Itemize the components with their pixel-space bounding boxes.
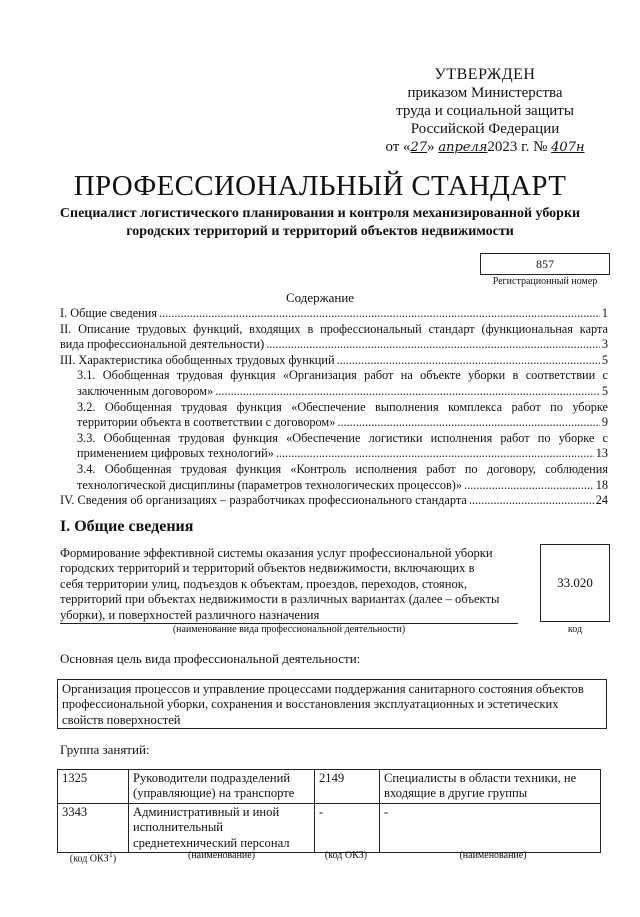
- toc-entry-page: 5: [601, 352, 608, 367]
- registration-label: Регистрационный номер: [492, 276, 598, 287]
- okz-code-cell: 3343: [58, 804, 129, 853]
- toc-entry-lead: II. Описание трудовых функций, входящих в профессиональный стандарт (функциональная карта: [60, 321, 608, 336]
- table-row: [58, 804, 601, 853]
- toc-entry-lead: 3.4. Обобщенная трудовая функция «Контроль исполнения работ по договору, соблюдения: [77, 461, 608, 476]
- occupation-name-cell: Административный и иной исполнительный среднетехнический персонал: [129, 804, 315, 853]
- activity-code: 33.020: [540, 544, 610, 622]
- occupation-name-cell: Специалисты в области техники, не входящие в другие группы: [380, 770, 601, 804]
- toc-entry-6[interactable]: [60, 431, 608, 462]
- approval-title: УТВЕРЖДЕН: [434, 66, 536, 83]
- toc-entry-text: вида профессиональной деятельности): [60, 337, 265, 352]
- toc-entry-2[interactable]: [60, 322, 608, 353]
- activity-line: территорий при объектах недвижимости в различных вариантах (далее – объекты: [60, 592, 500, 607]
- toc-entry-lead: 3.3. Обобщенная трудовая функция «Обеспечение логистики исполнения работ по уборке с: [77, 430, 608, 445]
- occupation-name-cell: -: [380, 804, 601, 853]
- date-mid: »: [427, 139, 435, 155]
- activity-line: себя территории улиц, подъездов к объектам, проездов, переходов, стоянок,: [60, 576, 468, 591]
- toc-entry-5[interactable]: [60, 400, 608, 431]
- toc-entry-1[interactable]: [60, 306, 608, 322]
- toc-entry-page: 9: [601, 415, 608, 430]
- activity-caption: (наименование вида профессиональной деятельности): [172, 624, 406, 635]
- toc-entry-text: территории объекта в соответствии с договором»: [77, 415, 336, 430]
- name-caption-1: (наименование): [187, 850, 256, 861]
- okz-code-cell: 2149: [315, 770, 380, 804]
- section-heading: I. Общие сведения: [60, 518, 194, 535]
- name-caption-2: (наименование): [459, 850, 527, 861]
- toc-entry-lead: 3.2. Обобщенная трудовая функция «Обеспечение выполнения комплекса работ по уборке: [77, 399, 608, 414]
- okz-code-cell: 1325: [58, 770, 129, 804]
- toc-entry-8[interactable]: [60, 493, 608, 509]
- toc-entry-text: технологической дисциплины (параметров технологических процессов)»: [77, 477, 463, 492]
- activity-line: городских территорий и территорий объектов недвижимости, включающих в: [60, 561, 475, 576]
- approval-date: [360, 138, 610, 157]
- okz-code-cell: -: [315, 804, 380, 853]
- toc-entry-page: 5: [601, 383, 608, 398]
- activity-line: уборки), и поверхностей различного назначения: [60, 607, 320, 622]
- toc-entry-text: заключенным договором»: [77, 383, 214, 398]
- approval-line-2: труда и социальной защиты: [396, 103, 574, 119]
- approval-line-3: Российской Федерации: [410, 121, 560, 137]
- toc-entry-page: 24: [595, 493, 608, 508]
- activity-line: Формирование эффективной системы оказания услуг профессиональной уборки: [60, 546, 493, 560]
- toc-entry-lead: 3.1. Обобщенная трудовая функция «Организация работ на объекте уборки в соответствии с: [77, 368, 608, 383]
- toc-entry-text: I. Общие сведения: [60, 306, 157, 320]
- okz-code-caption-1: (код ОКЗ$^1$): [69, 850, 117, 865]
- toc-entry-text: IV. Сведения об организациях – разработчиках профессионального стандарта: [60, 493, 467, 508]
- date-month-handwritten: апреля: [438, 140, 488, 155]
- document-subtitle: Специалист логистического планирования и контроля механизированной уборки городских территорий и территорий объектов недвижимости: [59, 206, 581, 239]
- toc-entry-3[interactable]: [60, 353, 608, 369]
- goal-label: Основная цель вида профессиональной деятельности:: [60, 651, 361, 666]
- toc-entry-7[interactable]: [60, 462, 608, 493]
- approval-block: [360, 66, 610, 157]
- occupation-group-label: Группа занятий:: [60, 742, 150, 757]
- activity-name: [60, 546, 518, 623]
- registration-number: 857: [480, 253, 610, 275]
- table-of-contents: [60, 306, 608, 509]
- date-year: 2023 г. №: [487, 139, 548, 155]
- code-caption: код: [567, 624, 583, 635]
- approval-line-1: приказом Министерства: [407, 85, 563, 101]
- occupation-name-cell: Руководители подразделений (управляющие) на транспорте: [129, 770, 315, 804]
- toc-entry-page: 3: [601, 337, 608, 352]
- occupation-table: [57, 769, 601, 853]
- toc-entry-text: применением цифровых технологий»: [77, 446, 274, 461]
- toc-entry-4[interactable]: [60, 368, 608, 399]
- goal-text: Организация процессов и управление процессами поддержания санитарного состояния объектов профессиональной уборки, сохранения и восстановления эксплуатационных и эстетических свойств поверхностей: [57, 679, 607, 729]
- toc-entry-page: 18: [595, 477, 608, 492]
- toc-entry-text: III. Характеристика обобщенных трудовых функций: [60, 352, 335, 367]
- document-title: ПРОФЕССИОНАЛЬНЫЙ СТАНДАРТ: [73, 170, 567, 202]
- date-day-handwritten: 27: [410, 140, 428, 155]
- contents-title: Содержание: [285, 290, 355, 305]
- date-prefix: от «: [385, 139, 411, 155]
- toc-entry-page: 13: [595, 446, 608, 461]
- okz-code-caption-2: (код ОКЗ): [324, 850, 368, 861]
- table-row: [58, 770, 601, 804]
- order-number-handwritten: 407н: [551, 140, 585, 155]
- toc-entry-page: 1: [601, 306, 608, 320]
